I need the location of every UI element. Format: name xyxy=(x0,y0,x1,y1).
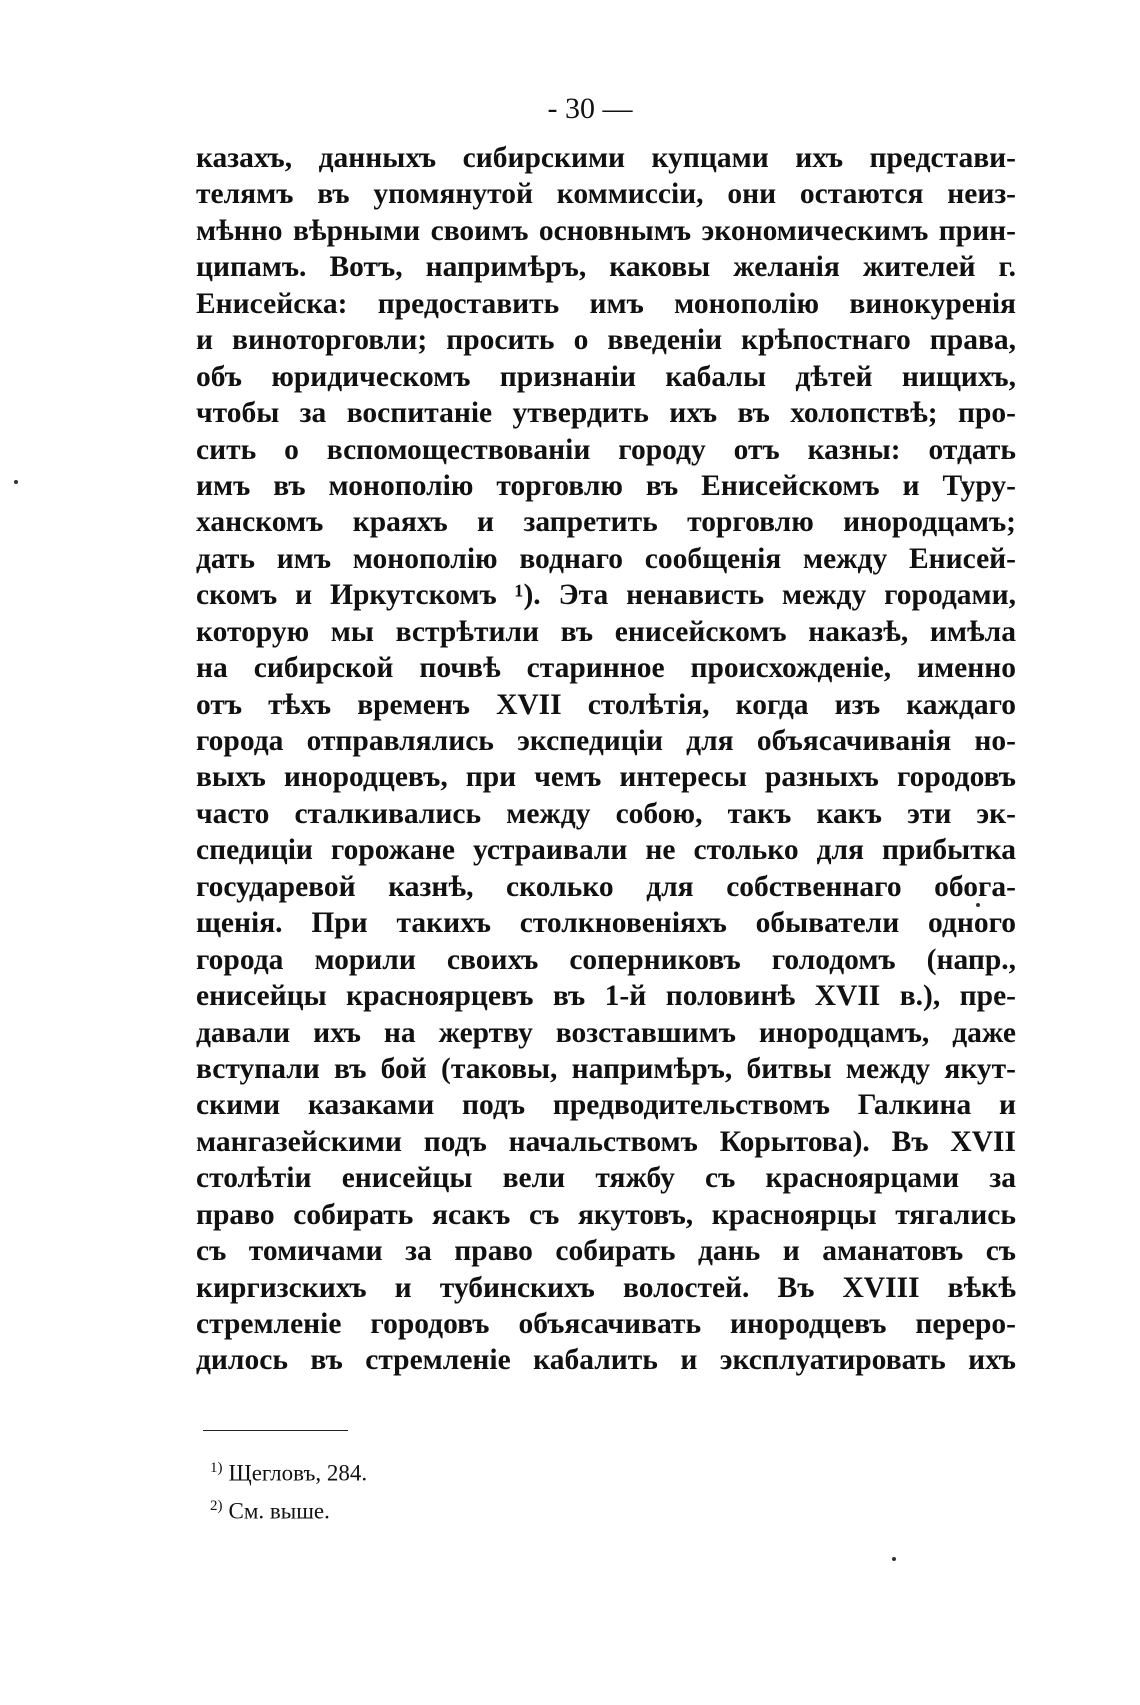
text-line: которую мы встрѣтили въ енисейскомъ наказѣ, имѣла xyxy=(196,615,1016,648)
text-line: на сибирской почвѣ старинное происхожденiе, именно xyxy=(196,652,1016,685)
text-line: столѣтiи енисейцы вели тяжбу съ красноярцами за xyxy=(196,1162,1016,1195)
text-line: дать имъ монополiю воднаго сообщенiя между Енисей- xyxy=(196,542,1016,575)
footnote-mark: 2) xyxy=(210,1497,223,1514)
text-line: имъ въ монополiю торговлю въ Енисейскомъ и Туру- xyxy=(196,469,1016,502)
text-line: скомъ и Иркутскомъ ¹). Эта ненависть между городами, xyxy=(196,579,1016,612)
text-line: скими казаками подъ предводительствомъ Галкина и xyxy=(196,1089,1016,1122)
body-text xyxy=(196,140,1016,1379)
text-line: отъ тѣхъ временъ XVII столѣтiя, когда изъ каждаго xyxy=(196,688,1016,721)
text-line: ципамъ. Вотъ, напримѣръ, каковы желанiя жителей г. xyxy=(196,251,1016,284)
text-line: государевой казнѣ, сколько для собственнаго обога- xyxy=(196,870,1016,903)
text-line: киргизскихъ и тубинскихъ волостей. Въ XVIII вѣкѣ xyxy=(196,1271,1016,1304)
text-line: города морили своихъ соперниковъ голодомъ (напр., xyxy=(196,943,1016,976)
footnote-text: Щегловъ, 284. xyxy=(228,1460,368,1486)
footnote-mark: 1) xyxy=(210,1460,223,1476)
scan-speck xyxy=(14,480,18,484)
page-number: - 30 — xyxy=(547,92,633,125)
text-line: спедицiи горожане устраивали не столько для прибытка xyxy=(196,834,1016,867)
text-line: давали ихъ на жертву возставшимъ инородцамъ, даже xyxy=(196,1016,1016,1049)
text-line: выхъ инородцевъ, при чемъ интересы разныхъ городовъ xyxy=(196,761,1016,794)
text-line: казахъ, данныхъ сибирскими купцами ихъ представи- xyxy=(196,142,1016,174)
text-line: мѣнно вѣрными своимъ основнымъ экономическимъ прин- xyxy=(196,214,1016,247)
text-line: вступали въ бой (таковы, напримѣръ, битвы между якут- xyxy=(196,1052,1016,1085)
text-line: и виноторговли; просить о введенiи крѣпостнаго права, xyxy=(196,324,1016,357)
scan-speck xyxy=(976,903,980,907)
text-line: ханскомъ краяхъ и запретить торговлю инородцамъ; xyxy=(196,506,1016,539)
footnote-2 xyxy=(210,1490,367,1528)
text-line: щенiя. При такихъ столкновенiяхъ обыватели одного xyxy=(196,907,1016,940)
text-line: сить о вспомоществованiи городу отъ казны: отдать xyxy=(196,433,1016,466)
text-line: енисейцы красноярцевъ въ 1-й половинѣ XVII в.), пре- xyxy=(196,980,1016,1013)
scan-speck xyxy=(892,1557,896,1561)
text-line: право собирать ясакъ съ якутовъ, красноярцы тягались xyxy=(196,1198,1016,1231)
footnote-separator xyxy=(203,1430,348,1431)
footnotes xyxy=(210,1452,367,1527)
text-line: дилось въ стремленiе кабалить и эксплуатировать ихъ xyxy=(196,1344,1016,1377)
text-line: города отправлялись экспедицiи для объясачиванiя но- xyxy=(196,725,1016,757)
text-line: мангазейскими подъ начальствомъ Корытова). Въ XVII xyxy=(196,1125,1016,1158)
text-line: чтобы за воспитанiе утвердить ихъ въ холопствѣ; про- xyxy=(196,397,1016,430)
text-line: телямъ въ упомянутой коммиссiи, они остаются неиз- xyxy=(196,178,1016,211)
footnote-text: См. выше. xyxy=(228,1498,330,1524)
text-line: объ юридическомъ признанiи кабалы дѣтей нищихъ, xyxy=(196,360,1016,393)
text-line: часто сталкивались между собою, такъ какъ эти эк- xyxy=(196,797,1016,830)
text-line: стремленiе городовъ объясачивать инородцевъ переро- xyxy=(196,1308,1016,1340)
text-line: Енисейска: предоставить имъ монополiю винокуренiя xyxy=(196,287,1016,320)
footnote-1 xyxy=(210,1452,367,1490)
text-line: съ томичами за право собирать дань и аманатовъ съ xyxy=(196,1235,1016,1268)
